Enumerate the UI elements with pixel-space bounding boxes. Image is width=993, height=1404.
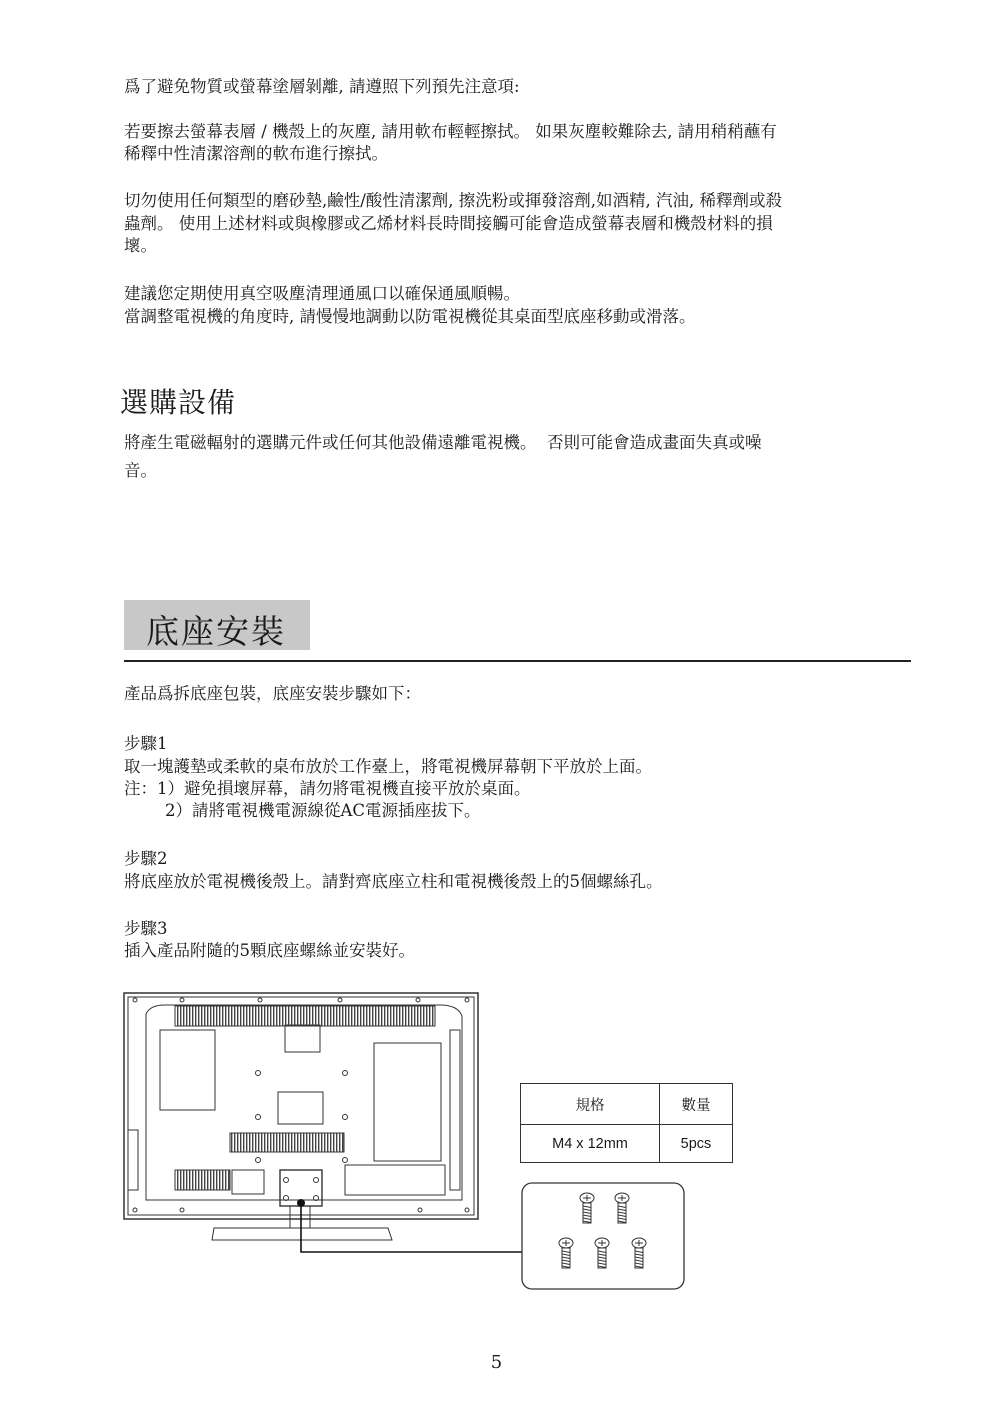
stand-install-intro: 產品爲拆底座包裝，底座安裝步驟如下：: [124, 684, 421, 703]
precautions-para2-line3: 壞。: [124, 236, 157, 255]
step2-label: 步驟2: [124, 849, 168, 868]
vent-middle: [230, 1133, 344, 1152]
precautions-para1-line1: 若要擦去螢幕表層 / 機殼上的灰塵, 請用軟布輕輕擦拭。 如果灰塵較難除去, 請用稍稍蘸有: [124, 122, 777, 141]
step3-text: 插入產品附隨的5顆底座螺絲並安裝好。: [124, 941, 415, 960]
spec-header-spec: 規格: [521, 1084, 660, 1125]
vent-bottom: [175, 1170, 230, 1190]
screws-callout-box: [522, 1183, 684, 1289]
callout-line: [301, 1207, 522, 1252]
precautions-para3-line2: 當調整電視機的角度時, 請慢慢地調動以防電視機從其桌面型底座移動或滑落。: [124, 307, 696, 326]
step3-label: 步驟3: [124, 919, 168, 938]
optional-equipment-line2: 音。: [124, 461, 157, 480]
spec-header-qty: 數量: [660, 1084, 733, 1125]
step2-text: 將底座放於電視機後殼上。請對齊底座立柱和電視機後殼上的5個螺絲孔。: [124, 872, 663, 891]
optional-equipment-heading: 選購設備: [120, 386, 237, 419]
step1-label: 步驟1: [124, 734, 168, 753]
precautions-para1-line2: 稀釋中性清潔溶劑的軟布進行擦拭。: [124, 144, 388, 163]
precautions-para2-line2: 蟲劑。 使用上述材料或與橡膠或乙烯材料長時間接觸可能會造成螢幕表層和機殼材料的損: [124, 214, 773, 233]
step1-note2: 2）請將電視機電源線從AC電源插座拔下。: [165, 801, 481, 820]
spec-cell-size: M4 x 12mm: [521, 1125, 660, 1163]
screw-spec-table: [520, 1083, 733, 1163]
page-number: 5: [490, 1352, 503, 1373]
optional-equipment-line1: 將產生電磁輻射的選購元件或任何其他設備遠離電視機。 否則可能會造成畫面失真或噪: [124, 433, 762, 452]
step1-note1: 注：1）避免損壞屏幕，請勿將電視機直接平放於桌面。: [124, 779, 531, 798]
precautions-para2-line1: 切勿使用任何類型的磨砂墊,鹼性/酸性清潔劑, 擦洗粉或揮發溶劑,如酒精, 汽油, 稀釋劑或殺: [124, 191, 783, 210]
vent-top: [175, 1006, 435, 1026]
precautions-para3-line1: 建議您定期使用真空吸塵清理通風口以確保通風順暢。: [124, 284, 520, 303]
stand-install-heading: 底座安裝: [146, 612, 286, 651]
stand-screw-hole: [297, 1199, 305, 1207]
precautions-intro: 爲了避免物質或螢幕塗層剝離, 請遵照下列預先注意項:: [124, 77, 520, 96]
spec-cell-qty: 5pcs: [660, 1125, 733, 1163]
step1-text: 取一塊護墊或柔軟的桌布放於工作臺上，將電視機屏幕朝下平放於上面。: [124, 757, 652, 776]
